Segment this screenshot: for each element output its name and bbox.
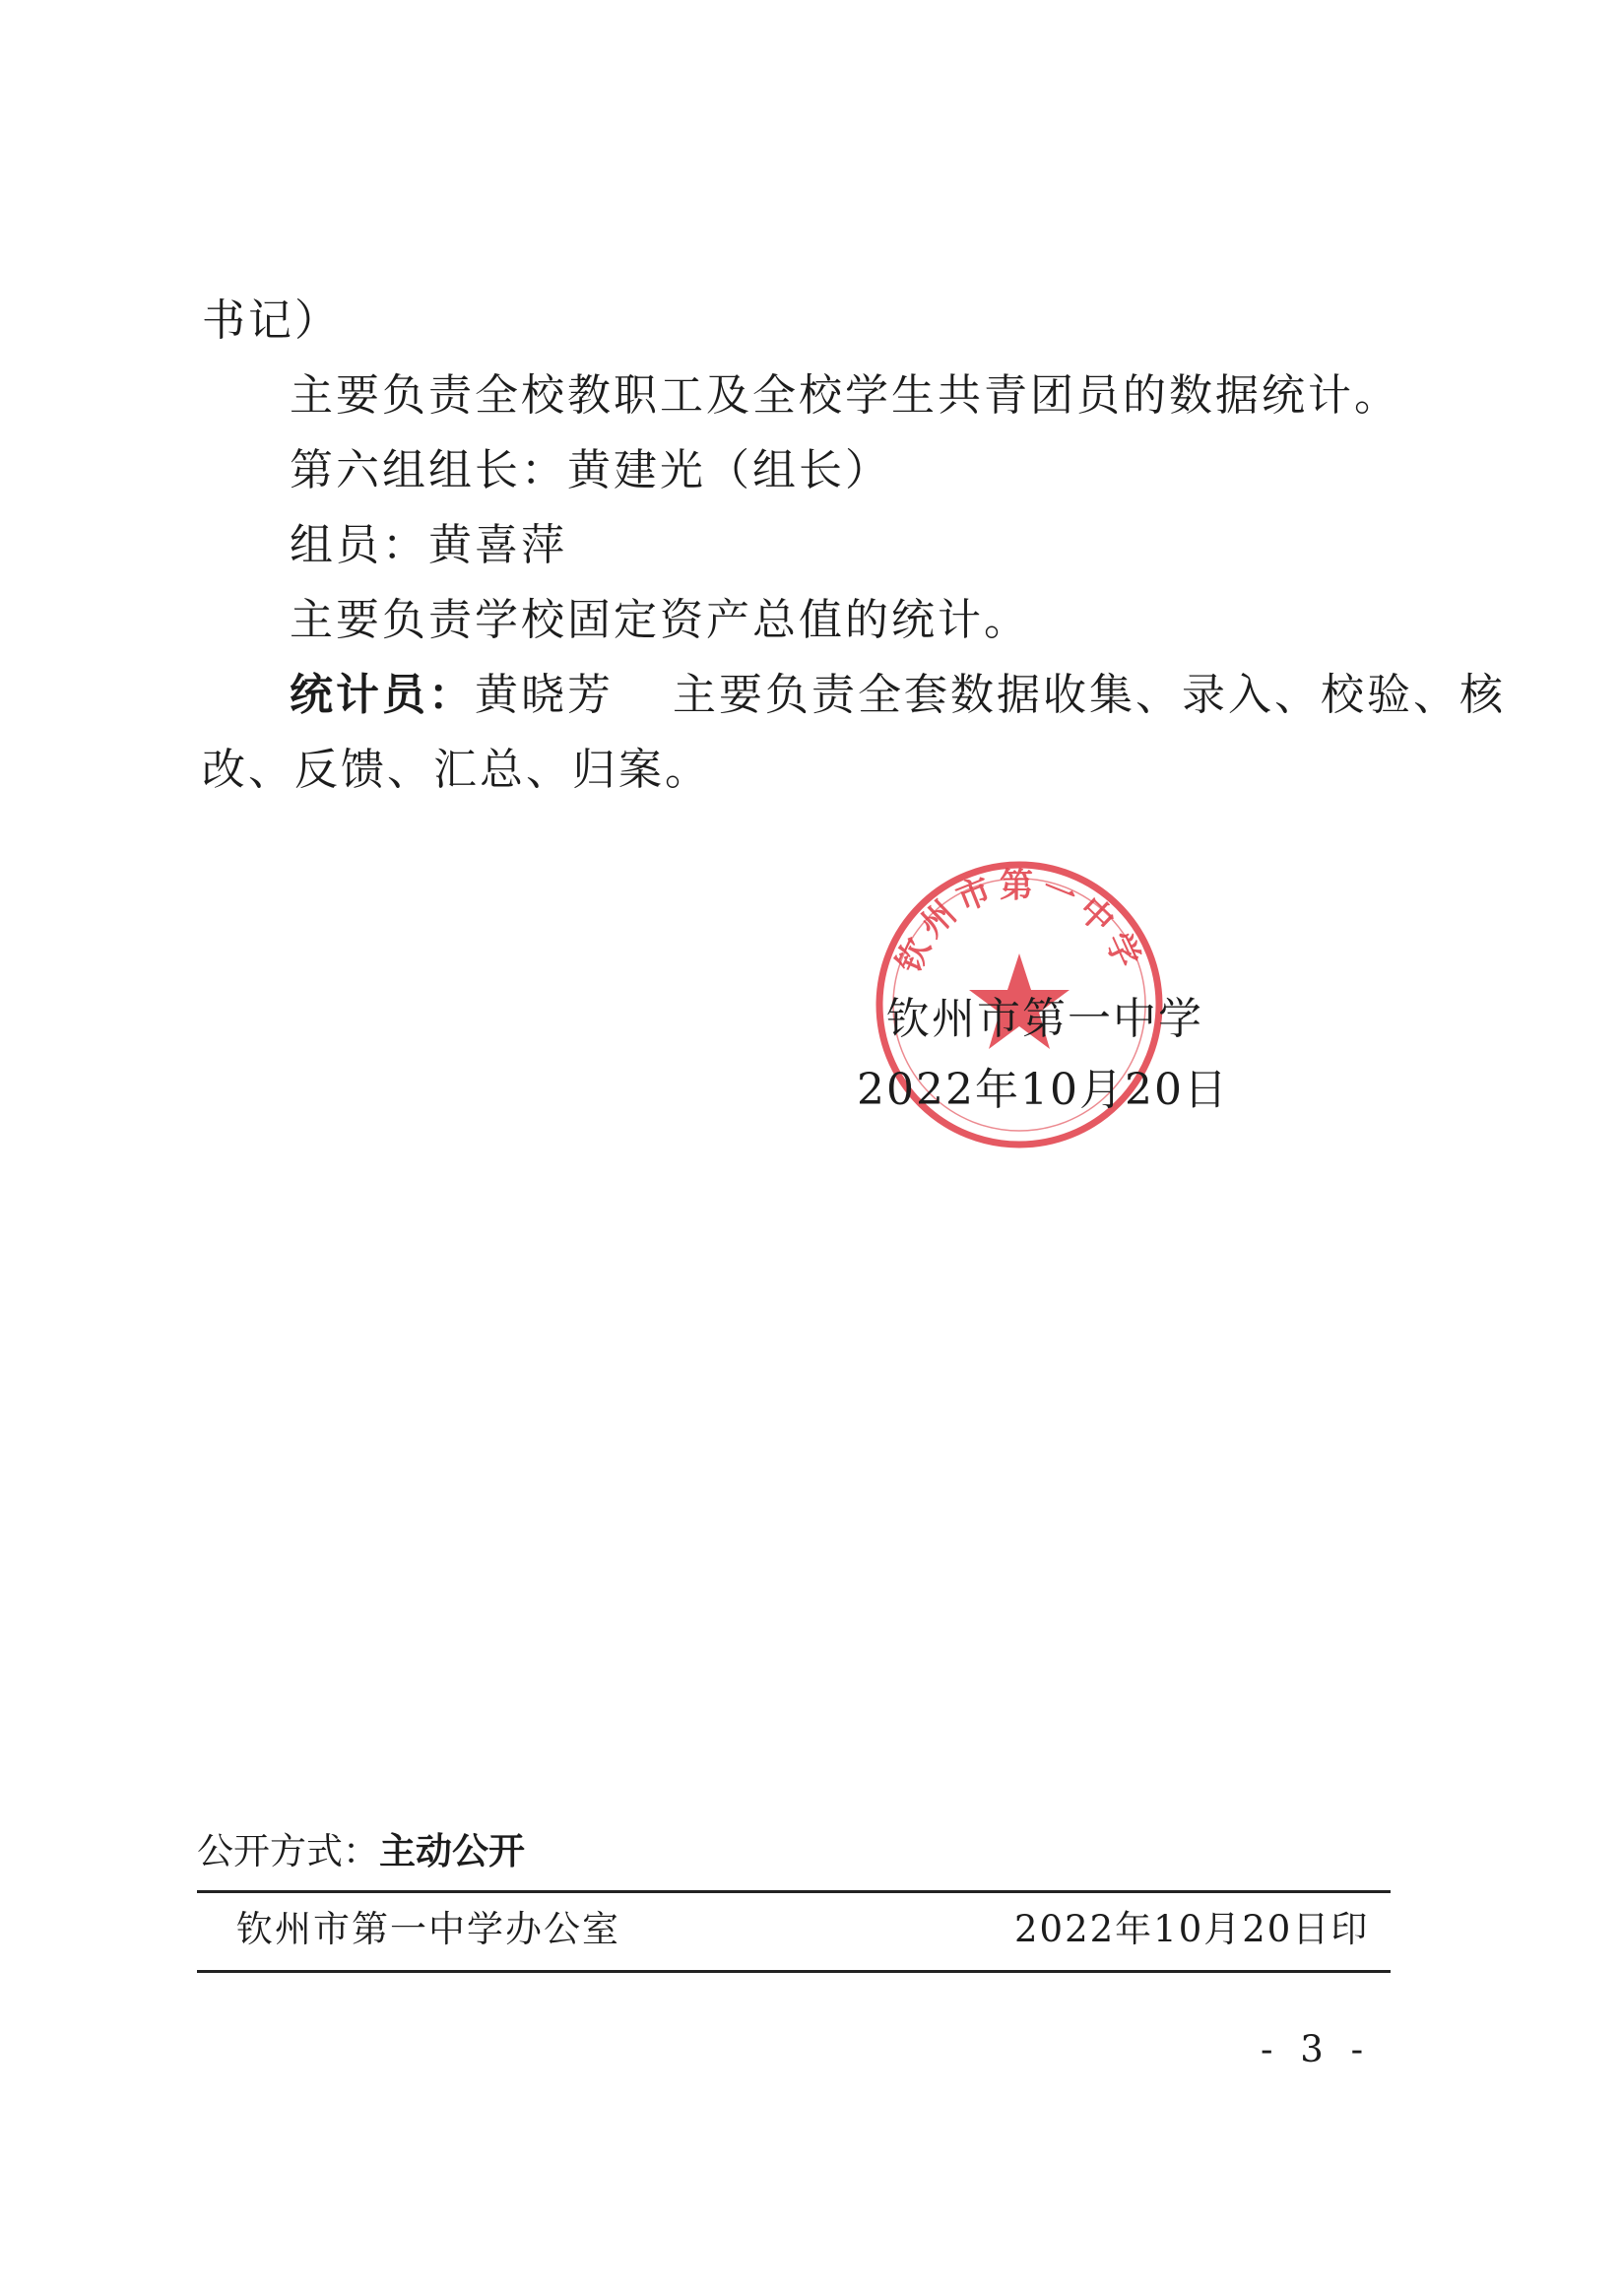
statistician-duty: 主要负责全套数据收集、录入、校验、核: [673, 670, 1506, 720]
body-line-7: 改、反馈、汇总、归案。: [202, 745, 711, 795]
body-line-6: [290, 666, 1506, 725]
disclosure-label: 公开方式：: [197, 1830, 379, 1872]
disclosure-value: 主动公开: [379, 1830, 525, 1872]
page-number: - 3 -: [1261, 2028, 1372, 2070]
statistician-name: 黄晓芳: [475, 670, 614, 720]
footer-top-rule: [197, 1890, 1391, 1893]
signature-date: 2022年10月20日: [857, 1065, 1229, 1115]
body-line-1: 书记）: [202, 295, 341, 346]
statistician-label: 统计员：: [290, 670, 475, 720]
signature-org: 钦州市第一中学: [886, 994, 1203, 1044]
footer-bottom-rule: [197, 1970, 1391, 1973]
body-line-3: 第六组组长：黄建光（组长）: [290, 445, 891, 495]
footer-issuer: 钦州市第一中学办公室: [236, 1908, 620, 1950]
footer-print-date: 2022年10月20日印: [1014, 1908, 1370, 1950]
seal-name: 钦州市第一中学: [888, 866, 1150, 979]
body-line-4: 组员：黄喜萍: [290, 520, 567, 570]
disclosure-line: [197, 1827, 525, 1876]
body-line-2: 主要负责全校教职工及全校学生共青团员的数据统计。: [290, 370, 1400, 421]
body-line-5: 主要负责学校固定资产总值的统计。: [290, 595, 1030, 645]
